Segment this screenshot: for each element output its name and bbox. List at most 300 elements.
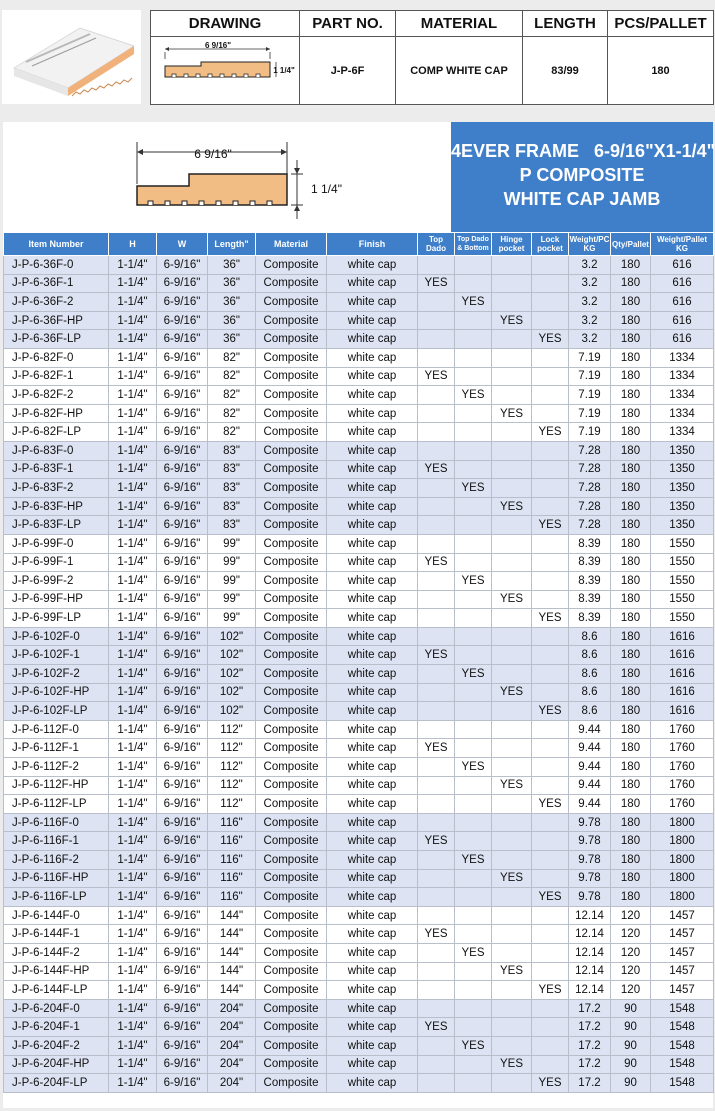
table-cell (532, 479, 569, 498)
table-cell: Composite (256, 423, 327, 442)
table-row (4, 702, 714, 721)
table-cell: 1800 (651, 869, 714, 888)
table-cell: 1350 (651, 460, 714, 479)
table-cell: 17.2 (569, 1055, 611, 1074)
table-cell: YES (455, 758, 492, 777)
table-cell: 8.39 (569, 534, 611, 553)
table-cell (418, 758, 455, 777)
table-cell: 1-1/4" (109, 330, 157, 349)
table-cell: 180 (611, 367, 651, 386)
table-row (4, 330, 714, 349)
table-cell (492, 999, 532, 1018)
spec-part-no: J-P-6F (300, 37, 396, 105)
table-cell (455, 256, 492, 275)
table-cell: 8.6 (569, 702, 611, 721)
table-cell: 1457 (651, 925, 714, 944)
table-cell: 204" (208, 1074, 256, 1093)
table-cell (455, 516, 492, 535)
table-cell: white cap (327, 256, 418, 275)
table-cell (418, 776, 455, 795)
table-cell: 1-1/4" (109, 609, 157, 628)
table-cell: 1457 (651, 981, 714, 1000)
table-cell: J-P-6-112F-1 (4, 739, 109, 758)
table-cell (492, 553, 532, 572)
table-cell: 1760 (651, 776, 714, 795)
table-cell: 6-9/16" (157, 962, 208, 981)
table-cell: 6-9/16" (157, 609, 208, 628)
spec-header-drawing: DRAWING (151, 11, 300, 37)
table-cell: 1-1/4" (109, 720, 157, 739)
table-cell: YES (418, 460, 455, 479)
table-cell (418, 311, 455, 330)
table-cell (418, 293, 455, 312)
table-cell (455, 627, 492, 646)
table-cell (418, 627, 455, 646)
table-cell: Composite (256, 367, 327, 386)
table-cell (455, 590, 492, 609)
table-cell: white cap (327, 776, 418, 795)
table-cell: 616 (651, 293, 714, 312)
table-cell: J-P-6-112F-0 (4, 720, 109, 739)
table-cell: 3.2 (569, 330, 611, 349)
table-cell: 83" (208, 497, 256, 516)
table-cell: YES (492, 311, 532, 330)
table-cell: 180 (611, 627, 651, 646)
table-cell: J-P-6-144F-1 (4, 925, 109, 944)
table-row (4, 906, 714, 925)
table-cell: Composite (256, 851, 327, 870)
table-cell: J-P-6-144F-2 (4, 943, 109, 962)
table-cell (455, 906, 492, 925)
table-cell: J-P-6-102F-2 (4, 665, 109, 684)
table-cell: 1457 (651, 943, 714, 962)
height-dimension-label: 1 1/4" (311, 182, 342, 196)
table-cell: YES (492, 590, 532, 609)
table-cell: 8.6 (569, 683, 611, 702)
table-cell: white cap (327, 609, 418, 628)
table-cell (532, 627, 569, 646)
table-cell: YES (492, 776, 532, 795)
table-cell: 204" (208, 1018, 256, 1037)
table-cell: 1350 (651, 497, 714, 516)
table-cell: YES (492, 869, 532, 888)
table-row (4, 776, 714, 795)
table-cell: white cap (327, 423, 418, 442)
table-cell: YES (455, 293, 492, 312)
table-cell (455, 869, 492, 888)
table-cell (418, 441, 455, 460)
small-width-label: 6 9/16" (204, 41, 231, 50)
table-cell: 180 (611, 256, 651, 275)
profile-drawing (3, 122, 451, 232)
table-cell: white cap (327, 943, 418, 962)
table-cell: Composite (256, 1036, 327, 1055)
table-cell: white cap (327, 813, 418, 832)
table-cell (455, 702, 492, 721)
product-photo (2, 10, 141, 104)
table-cell: Composite (256, 962, 327, 981)
table-row (4, 1018, 714, 1037)
table-row (4, 404, 714, 423)
table-cell (492, 367, 532, 386)
table-row (4, 311, 714, 330)
table-row (4, 590, 714, 609)
product-title-line-1: 4EVER FRAME 6-9/16"X1-1/4" (451, 141, 715, 161)
table-cell: 1-1/4" (109, 311, 157, 330)
table-cell (532, 590, 569, 609)
table-cell (532, 441, 569, 460)
table-cell: Composite (256, 609, 327, 628)
table-cell: J-P-6-82F-LP (4, 423, 109, 442)
spec-drawing (151, 37, 300, 105)
table-cell: 8.39 (569, 553, 611, 572)
table-cell: white cap (327, 962, 418, 981)
table-cell: white cap (327, 851, 418, 870)
product-title-line-3: WHITE CAP JAMB (503, 189, 661, 209)
table-cell: 1548 (651, 1055, 714, 1074)
table-row (4, 795, 714, 814)
table-cell: 1760 (651, 739, 714, 758)
table-cell: 8.39 (569, 572, 611, 591)
table-cell: 120 (611, 906, 651, 925)
table-cell: 6-9/16" (157, 441, 208, 460)
table-cell: 616 (651, 274, 714, 293)
table-cell: 6-9/16" (157, 795, 208, 814)
table-cell: J-P-6-144F-LP (4, 981, 109, 1000)
spec-pcs-pallet: 180 (608, 37, 714, 105)
table-cell: 1548 (651, 999, 714, 1018)
table-cell: 116" (208, 813, 256, 832)
table-cell: YES (492, 683, 532, 702)
table-cell: white cap (327, 739, 418, 758)
table-cell: J-P-6-116F-0 (4, 813, 109, 832)
table-cell: Composite (256, 869, 327, 888)
table-cell (418, 981, 455, 1000)
table-cell: 6-9/16" (157, 590, 208, 609)
table-cell: Composite (256, 981, 327, 1000)
table-cell: J-P-6-112F-HP (4, 776, 109, 795)
table-cell (492, 720, 532, 739)
table-cell: 90 (611, 1055, 651, 1074)
table-cell: 1550 (651, 553, 714, 572)
table-cell: 1-1/4" (109, 832, 157, 851)
table-cell: 1-1/4" (109, 851, 157, 870)
table-cell (492, 665, 532, 684)
table-cell: YES (532, 981, 569, 1000)
table-row (4, 1036, 714, 1055)
table-cell: 9.78 (569, 813, 611, 832)
table-cell: Composite (256, 1018, 327, 1037)
table-cell: 1548 (651, 1074, 714, 1093)
table-cell: 8.6 (569, 646, 611, 665)
table-cell: 1334 (651, 367, 714, 386)
table-cell (532, 813, 569, 832)
table-cell: 82" (208, 348, 256, 367)
table-cell: Composite (256, 888, 327, 907)
table-cell: 1-1/4" (109, 869, 157, 888)
table-cell: J-P-6-102F-HP (4, 683, 109, 702)
table-cell: 180 (611, 404, 651, 423)
table-cell: Composite (256, 311, 327, 330)
table-cell (492, 609, 532, 628)
table-cell: YES (455, 665, 492, 684)
table-cell: Composite (256, 646, 327, 665)
table-cell: 1-1/4" (109, 627, 157, 646)
table-cell: Composite (256, 479, 327, 498)
table-cell: 102" (208, 646, 256, 665)
table-cell: J-P-6-36F-HP (4, 311, 109, 330)
table-cell: white cap (327, 311, 418, 330)
table-cell: 112" (208, 795, 256, 814)
table-cell (492, 256, 532, 275)
table-cell (492, 981, 532, 1000)
table-cell: 9.44 (569, 795, 611, 814)
table-cell: YES (418, 646, 455, 665)
table-cell (418, 386, 455, 405)
table-cell: 180 (611, 795, 651, 814)
table-cell: white cap (327, 572, 418, 591)
table-cell: 6-9/16" (157, 1018, 208, 1037)
table-cell: 180 (611, 776, 651, 795)
table-cell: J-P-6-204F-LP (4, 1074, 109, 1093)
table-cell: 6-9/16" (157, 572, 208, 591)
table-cell: 99" (208, 572, 256, 591)
table-cell: 1-1/4" (109, 906, 157, 925)
table-cell (455, 534, 492, 553)
table-cell: 1-1/4" (109, 981, 157, 1000)
table-cell: 1-1/4" (109, 386, 157, 405)
table-cell: 1457 (651, 906, 714, 925)
table-cell (492, 423, 532, 442)
table-cell (492, 758, 532, 777)
header-weight-pc: Weight/PC KG (569, 233, 611, 256)
table-cell: 112" (208, 776, 256, 795)
table-cell: 180 (611, 665, 651, 684)
table-cell: Composite (256, 348, 327, 367)
table-row (4, 925, 714, 944)
table-cell: 112" (208, 739, 256, 758)
table-cell: 6-9/16" (157, 906, 208, 925)
table-cell (532, 460, 569, 479)
table-cell: YES (492, 1055, 532, 1074)
table-cell (492, 795, 532, 814)
product-title-line-2: P COMPOSITE (519, 165, 645, 185)
table-cell (455, 348, 492, 367)
table-cell: J-P-6-36F-LP (4, 330, 109, 349)
table-cell: 12.14 (569, 943, 611, 962)
table-cell: J-P-6-99F-HP (4, 590, 109, 609)
table-cell (418, 1074, 455, 1093)
header-finish: Finish (327, 233, 418, 256)
table-cell: Composite (256, 256, 327, 275)
table-cell: 180 (611, 516, 651, 535)
table-cell (418, 962, 455, 981)
table-cell: 144" (208, 981, 256, 1000)
items-table-header (4, 233, 714, 256)
table-cell: 17.2 (569, 1018, 611, 1037)
table-cell (492, 702, 532, 721)
table-cell: 1-1/4" (109, 962, 157, 981)
table-cell: J-P-6-82F-2 (4, 386, 109, 405)
table-cell (492, 572, 532, 591)
table-cell: 6-9/16" (157, 367, 208, 386)
table-cell (532, 274, 569, 293)
table-cell: J-P-6-83F-LP (4, 516, 109, 535)
table-cell (455, 609, 492, 628)
table-cell: 6-9/16" (157, 423, 208, 442)
table-cell: YES (492, 497, 532, 516)
table-cell: 1-1/4" (109, 795, 157, 814)
table-cell: 90 (611, 999, 651, 1018)
header-w: W (157, 233, 208, 256)
table-cell (418, 720, 455, 739)
table-cell: J-P-6-204F-1 (4, 1018, 109, 1037)
table-cell: Composite (256, 553, 327, 572)
table-cell: white cap (327, 627, 418, 646)
table-cell: 1-1/4" (109, 460, 157, 479)
table-cell: 1800 (651, 851, 714, 870)
table-row (4, 627, 714, 646)
table-cell: 1-1/4" (109, 497, 157, 516)
header-material: Material (256, 233, 327, 256)
table-row (4, 479, 714, 498)
table-cell: 116" (208, 851, 256, 870)
table-cell: 1800 (651, 813, 714, 832)
table-cell: 9.44 (569, 739, 611, 758)
table-cell: 112" (208, 720, 256, 739)
table-cell: 9.78 (569, 888, 611, 907)
table-cell (492, 274, 532, 293)
table-cell: 1334 (651, 423, 714, 442)
table-cell (492, 479, 532, 498)
table-cell: 1-1/4" (109, 925, 157, 944)
table-cell (418, 851, 455, 870)
table-cell: YES (455, 572, 492, 591)
table-cell: J-P-6-204F-0 (4, 999, 109, 1018)
table-cell: 1-1/4" (109, 1018, 157, 1037)
table-cell: 6-9/16" (157, 832, 208, 851)
table-cell: white cap (327, 534, 418, 553)
table-row (4, 851, 714, 870)
table-cell: 7.19 (569, 386, 611, 405)
table-cell (532, 367, 569, 386)
table-cell (532, 832, 569, 851)
table-cell: 1-1/4" (109, 274, 157, 293)
table-cell: 1760 (651, 758, 714, 777)
table-cell (418, 516, 455, 535)
table-row (4, 962, 714, 981)
table-cell: 6-9/16" (157, 274, 208, 293)
table-cell: YES (532, 702, 569, 721)
table-cell: 144" (208, 925, 256, 944)
table-cell: 1350 (651, 441, 714, 460)
table-cell: 1760 (651, 720, 714, 739)
table-cell: 12.14 (569, 962, 611, 981)
table-cell: 180 (611, 683, 651, 702)
table-cell: J-P-6-116F-LP (4, 888, 109, 907)
table-cell (532, 1055, 569, 1074)
table-cell: YES (418, 274, 455, 293)
table-cell: white cap (327, 590, 418, 609)
table-cell: 7.19 (569, 348, 611, 367)
table-cell: 1616 (651, 646, 714, 665)
table-cell: 6-9/16" (157, 813, 208, 832)
table-cell (418, 906, 455, 925)
table-cell: 6-9/16" (157, 627, 208, 646)
table-cell (455, 423, 492, 442)
table-cell (532, 851, 569, 870)
table-cell (418, 702, 455, 721)
table-cell (455, 367, 492, 386)
table-cell: Composite (256, 386, 327, 405)
table-cell: white cap (327, 683, 418, 702)
table-cell: 1-1/4" (109, 999, 157, 1018)
table-cell: 1-1/4" (109, 1055, 157, 1074)
table-cell: 1-1/4" (109, 572, 157, 591)
table-cell: 1-1/4" (109, 423, 157, 442)
table-cell: 17.2 (569, 1074, 611, 1093)
table-cell: 180 (611, 832, 651, 851)
table-cell: Composite (256, 274, 327, 293)
table-cell: 180 (611, 330, 651, 349)
small-profile-drawing (152, 37, 299, 101)
table-row (4, 739, 714, 758)
table-cell: 144" (208, 943, 256, 962)
table-cell: 12.14 (569, 906, 611, 925)
table-row (4, 758, 714, 777)
table-cell: Composite (256, 795, 327, 814)
table-cell: 120 (611, 925, 651, 944)
table-cell: white cap (327, 832, 418, 851)
table-cell: 116" (208, 832, 256, 851)
table-cell: 7.19 (569, 367, 611, 386)
table-cell (455, 330, 492, 349)
table-cell (418, 256, 455, 275)
table-cell: 6-9/16" (157, 534, 208, 553)
table-cell (532, 256, 569, 275)
table-cell: 1334 (651, 404, 714, 423)
table-cell: 1-1/4" (109, 646, 157, 665)
header-top-dado: Top Dado (418, 233, 455, 256)
table-cell (532, 553, 569, 572)
table-cell: J-P-6-99F-1 (4, 553, 109, 572)
table-cell: 180 (611, 739, 651, 758)
header-weight-pallet: Weight/Pallet KG (651, 233, 714, 256)
table-cell: 180 (611, 274, 651, 293)
table-cell: white cap (327, 646, 418, 665)
table-cell (455, 311, 492, 330)
table-row (4, 274, 714, 293)
table-row (4, 609, 714, 628)
table-row (4, 497, 714, 516)
table-row (4, 553, 714, 572)
table-cell: YES (455, 851, 492, 870)
table-cell: Composite (256, 330, 327, 349)
table-cell: J-P-6-116F-HP (4, 869, 109, 888)
table-cell: 7.28 (569, 516, 611, 535)
table-cell: 6-9/16" (157, 739, 208, 758)
table-cell: white cap (327, 1018, 418, 1037)
table-cell (418, 665, 455, 684)
table-cell: 6-9/16" (157, 553, 208, 572)
table-cell: YES (418, 553, 455, 572)
header-top-dado-bottom: Top Dado & Bottom (455, 233, 492, 256)
table-cell (532, 1036, 569, 1055)
table-cell (418, 869, 455, 888)
table-cell (532, 999, 569, 1018)
table-cell (455, 739, 492, 758)
table-cell: YES (418, 367, 455, 386)
